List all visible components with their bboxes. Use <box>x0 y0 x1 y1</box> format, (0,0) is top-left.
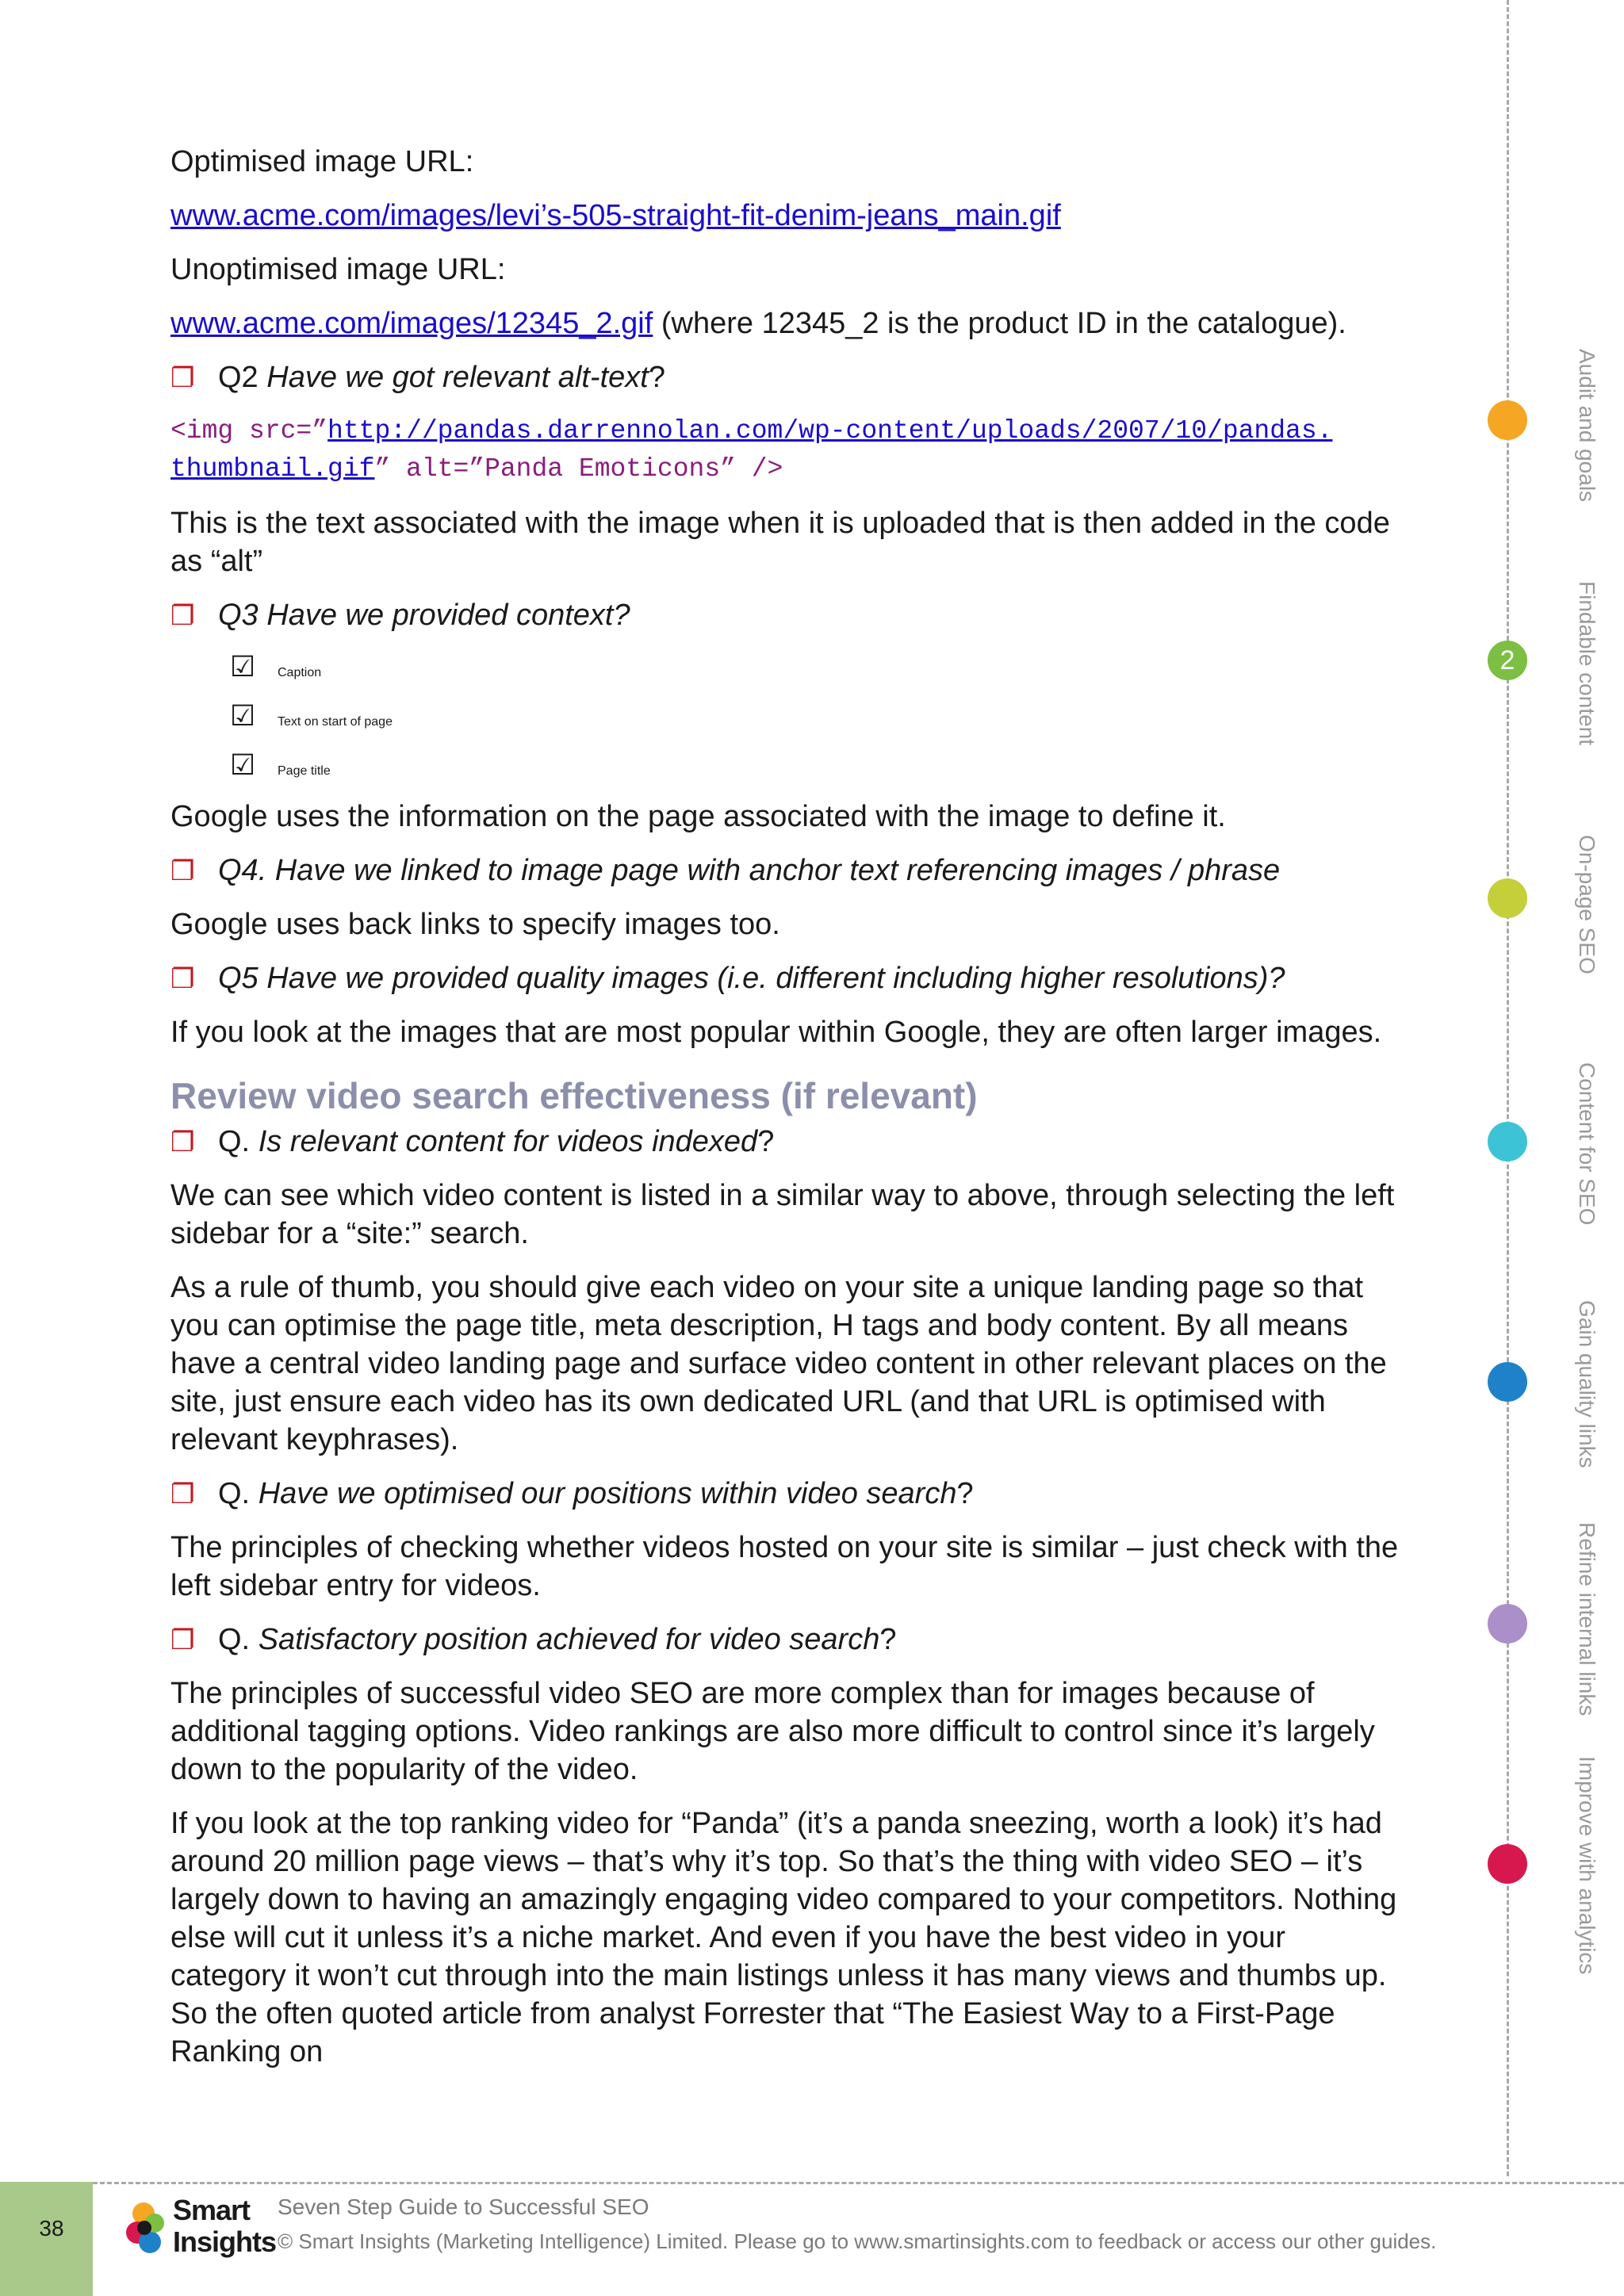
video-seo-paragraph: The principles of successful video SEO are more complex than for images because of additional tagging options. Video rankings are also more difficult to control since it’s largely down to the popularity of the video. <box>170 1677 1375 1786</box>
check-item: ☑ Text on start of page <box>230 699 393 732</box>
unoptimised-url-line: www.acme.com/images/12345_2.gif (where 12345_2 is the product ID in the catalogue). <box>170 307 1346 340</box>
checkbox-icon: ❐ <box>170 1479 195 1510</box>
checkbox-icon: ❐ <box>170 1625 195 1655</box>
copyright-notice: © Smart Insights (Marketing Intelligence) Limited. Please go to www.smartinsights.com to feedback or access our other guides. <box>278 2229 1437 2253</box>
step-label-content[interactable]: Content for SEO <box>1575 1062 1599 1226</box>
step-dot[interactable] <box>1488 878 1527 918</box>
check-item: ☑ Page title <box>230 748 331 781</box>
checkbox-icon: ❐ <box>170 601 195 631</box>
code-snippet: <img src=”http://pandas.darrennolan.com/wp-content/uploads/2007/10/pandas. thumbnail.gif” alt=”Panda Emoticons” /> <box>170 416 1333 484</box>
optimised-url-link[interactable]: www.acme.com/images/levi’s-505-straight-fit-denim-jeans_main.gif <box>170 199 1061 232</box>
question-q4: ❐ Q4. Have we linked to image page with anchor text referencing images / phrase <box>170 854 1281 887</box>
step-label-internal[interactable]: Refine internal links <box>1575 1522 1599 1716</box>
check-item: ☑ Caption <box>230 650 322 683</box>
step-label-audit[interactable]: Audit and goals <box>1575 349 1599 503</box>
code-link-cont[interactable]: thumbnail.gif <box>170 454 375 484</box>
step-dot[interactable] <box>1488 400 1527 440</box>
unoptimised-url-label: Unoptimised image URL: <box>170 253 506 286</box>
step-label-findable[interactable]: Findable content <box>1575 581 1599 746</box>
step-label-analytics[interactable]: Improve with analytics <box>1575 1756 1599 1975</box>
section-heading: Review video search effectiveness (if relevant) <box>170 1075 978 1116</box>
unoptimised-url-link[interactable]: www.acme.com/images/12345_2.gif <box>170 307 653 340</box>
step-label-onpage[interactable]: On-page SEO <box>1575 835 1599 974</box>
guide-title: Seven Step Guide to Successful SEO <box>278 2195 649 2219</box>
step-dot[interactable] <box>1488 1362 1527 1402</box>
checkbox-icon: ❐ <box>170 1127 195 1158</box>
checkbox-icon: ❐ <box>170 964 195 994</box>
question-q5: ❐ Q5 Have we provided quality images (i.e. different including higher resolutions)? <box>170 962 1285 995</box>
principles-paragraph: The principles of checking whether videos hosted on your site is similar – just check with the left sidebar entry for videos. <box>170 1531 1399 1602</box>
panda-paragraph: If you look at the top ranking video for “Panda” (it’s a panda sneezing, worth a look) it’s had around 20 million page views – that’s why it’s top. So that’s the thing with video SEO – it’s largely down to having an amazingly engaging video compared to your competitors. Nothing else will cut it unless it’s a niche market. And even if you have the best video in your category it won’t cut through into the main listings unless it has many views and thumbs up. So the often quoted article from analyst Forrester that “The Easiest Way to a First-Page Ranking on <box>170 1807 1397 2068</box>
footer-dashed-line <box>0 2182 1624 2184</box>
step-dot[interactable]: 2 <box>1488 641 1527 680</box>
step-dot[interactable] <box>1488 1122 1527 1161</box>
logo-wordmark: Smart Insights <box>173 2194 277 2258</box>
checkbox-icon: ❐ <box>170 856 195 886</box>
video-listing-paragraph: We can see which video content is listed in a similar way to above, through selecting the left sidebar for a “site:” search. <box>170 1179 1395 1250</box>
checked-box-icon: ☑ <box>230 650 256 683</box>
question-videos-indexed: ❐ Q. Is relevant content for videos indexed? <box>170 1125 775 1158</box>
backlinks-paragraph: Google uses back links to specify images too. <box>170 908 780 941</box>
checkbox-icon: ❐ <box>170 363 195 393</box>
question-q2: ❐ Q2 Have we got relevant alt-text? <box>170 361 665 394</box>
context-paragraph: Google uses the information on the page associated with the image to define it. <box>170 800 1226 833</box>
optimised-url-label: Optimised image URL: <box>170 145 474 178</box>
step-label-links[interactable]: Gain quality links <box>1575 1300 1599 1468</box>
popular-images-paragraph: If you look at the images that are most popular within Google, they are often larger images. <box>170 1016 1382 1049</box>
alt-text-paragraph: This is the text associated with the image when it is uploaded that is then added in the code as “alt” <box>170 507 1390 578</box>
page-content <box>170 143 1408 2071</box>
checked-box-icon: ☑ <box>230 748 256 781</box>
rule-of-thumb-paragraph: As a rule of thumb, you should give each video on your site a unique landing page so that you can optimise the page title, meta description, H tags and body content. By all means have a central video landing page and surface video content in other relevant places on the site, just ensure each video has its own dedicated URL (and that URL is optimised with relevant keyphrases). <box>170 1271 1387 1456</box>
checked-box-icon: ☑ <box>230 699 256 732</box>
question-satisfactory-position: ❐ Q. Satisfactory position achieved for video search? <box>170 1623 897 1656</box>
page-number: 38 <box>39 2216 64 2241</box>
question-q3: ❐ Q3 Have we provided context? <box>170 599 630 632</box>
step-dot[interactable] <box>1488 1844 1527 1884</box>
code-link[interactable]: http://pandas.darrennolan.com/wp-content/uploads/2007/10/pandas. <box>327 416 1333 446</box>
question-video-positions: ❐ Q. Have we optimised our positions within video search? <box>170 1477 974 1510</box>
step-dot[interactable] <box>1488 1604 1527 1644</box>
